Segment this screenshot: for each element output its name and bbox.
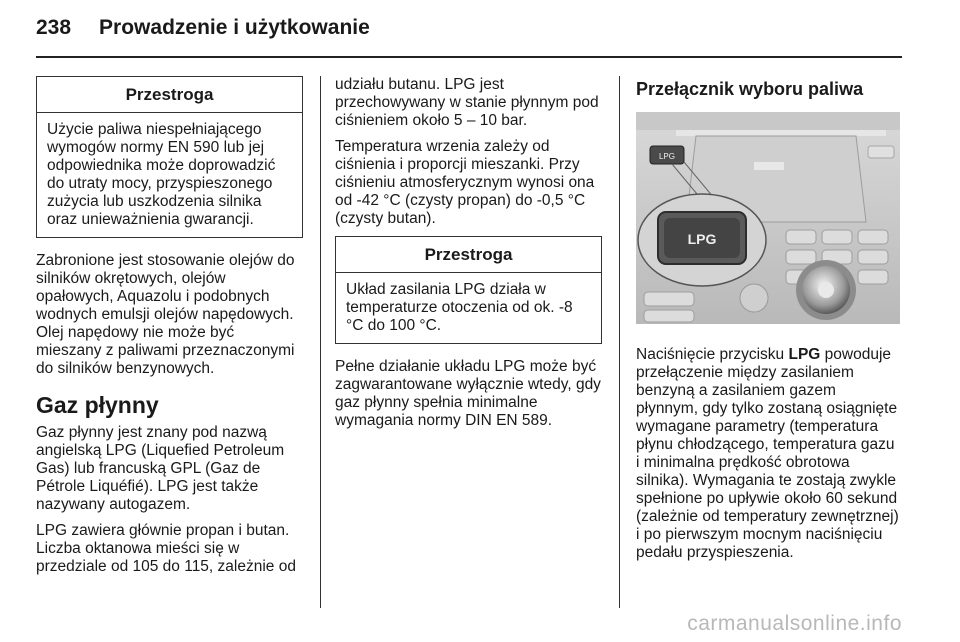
column-1 — [36, 76, 303, 584]
paragraph-boiling: Temperatura wrzenia zależy od ciśnienia i proporcji mieszanki. Przy ciśnieniu atmosferycznym wynosi ona od -42 °C (czysty propan) do -0,5 °C (czysty butan). — [335, 138, 595, 227]
page-title: Prowadzenie i użytkowanie — [99, 16, 370, 39]
large-lpg-label: LPG — [687, 231, 717, 247]
warning-title: Przestroga — [37, 77, 302, 113]
warning-body: Użycie paliwa niespełniającego wymogów normy EN 590 lub jej odpowiednika może doprowadzić do utraty mocy, przyspieszonego zużycia lub uszkodzenia silnika oraz unieważnienia gwarancji. — [47, 121, 276, 228]
column-3 — [636, 76, 902, 570]
paragraph-continuation: udziału butanu. LPG jest przechowywany w stanie płynnym pod ciśnieniem około 5 – 10 bar. — [335, 76, 599, 129]
warning-title: Przestroga — [336, 237, 601, 273]
paragraph-intro: Naciśnięcie przycisku — [636, 346, 785, 363]
paragraph-rest: powoduje przełączenie między zasilaniem benzyną a zasilaniem gazem płynnym, gdy tylko zostaną osiągnięte wymagane parametry (temperatura płynu chłodzącego, temperatura gazu i minimalna prędkość obrotowa silnika). Wymagania te zostają zwykle spełnione po upływie około 60 sekund (zależnie od temperatury zewnętrznej) i po pierwszym mocnym naciśnięciu pedału przyspieszenia. — [636, 346, 899, 561]
page-number: 238 — [36, 16, 72, 39]
footer-watermark: carmanualsonline.info — [687, 612, 902, 635]
column-divider-1 — [320, 76, 321, 608]
lpg-button-label: LPG — [788, 346, 821, 363]
header-rule — [36, 56, 902, 58]
section-heading-fuel-switch: Przełącznik wyboru paliwa — [636, 79, 864, 99]
warning-box-fuel — [36, 76, 303, 238]
paragraph-lpg-content: LPG zawiera głównie propan i butan. Liczba oktanowa mieści się w przedziale od 105 do 115, zależnie od — [36, 522, 296, 575]
paragraph-lpg-intro: Gaz płynny jest znany pod nazwą angielską LPG (Liquefied Petroleum Gas) lub francuską GPL (Gaz de Pétrole Liquéfié). LPG jest także nazywany autogazem. — [36, 424, 285, 513]
page-header — [36, 16, 370, 40]
column-divider-2 — [619, 76, 620, 608]
warning-box-temperature — [335, 236, 602, 344]
warning-body: Układ zasilania LPG działa w temperaturze otoczenia od ok. -8 °C do 100 °C. — [346, 281, 573, 334]
paragraph-full-function: Pełne działanie układu LPG może być zagwarantowane wyłącznie wtedy, gdy gaz płynny spełnia minimalne wymagania normy DIN EN 589. — [335, 358, 601, 429]
fuel-selector-photo — [636, 112, 900, 324]
paragraph-oils: Zabronione jest stosowanie olejów do silników okrętowych, olejów opałowych, Aquazolu i podobnych wodnych emulsji olejów napędowych. Olej napędowy nie może być mieszany z paliwami przeznaczonymi do silników benzynowych. — [36, 252, 295, 377]
column-2 — [335, 76, 602, 438]
small-lpg-label: LPG — [658, 152, 676, 161]
paragraph-fuel-switch — [636, 346, 902, 562]
section-heading-lpg: Gaz płynny — [36, 392, 159, 418]
